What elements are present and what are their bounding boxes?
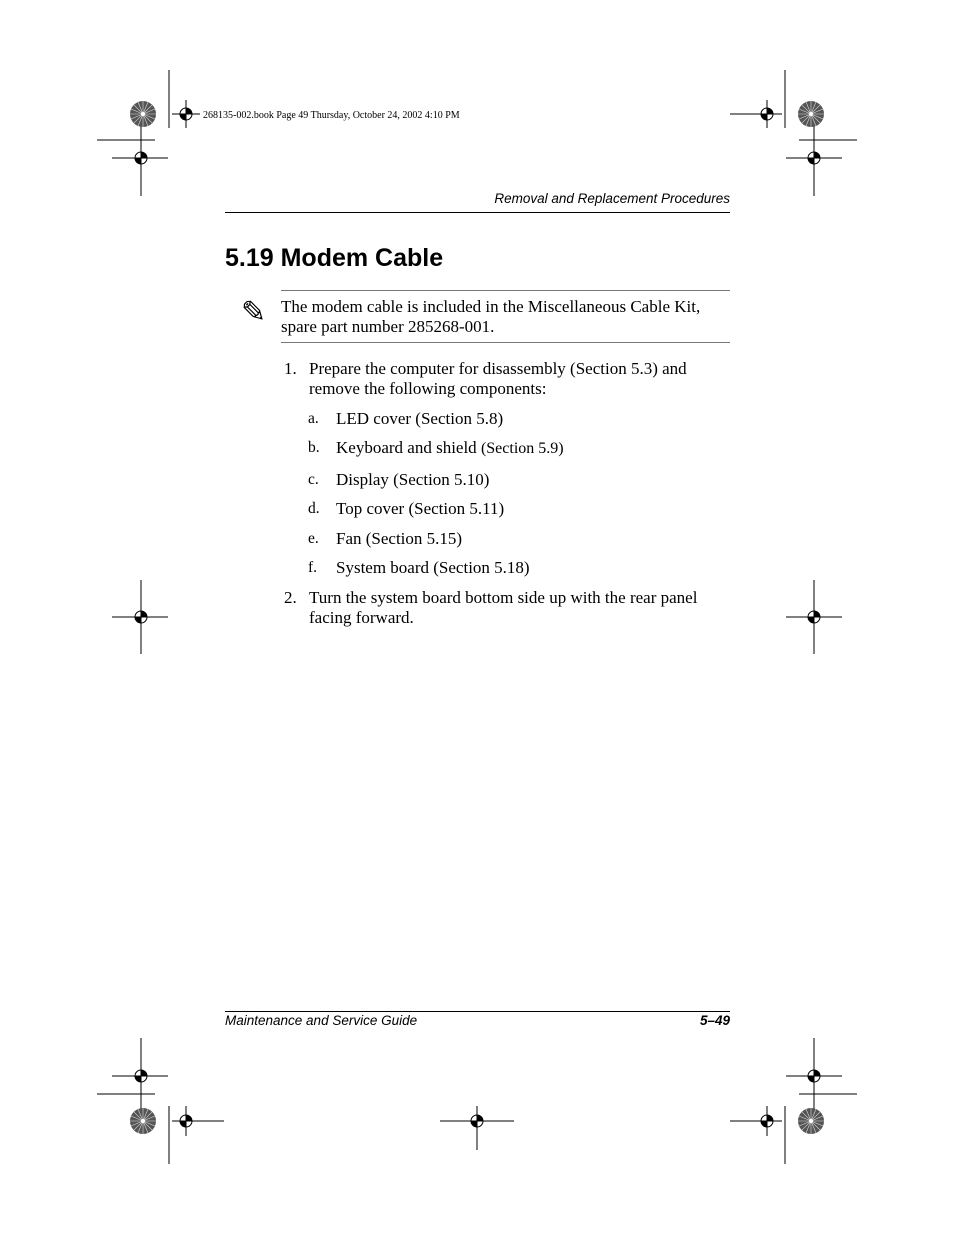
substep-text: Fan (Section 5.15): [336, 529, 463, 548]
substep-text: Display (Section 5.10): [336, 470, 490, 489]
print-slug: 268135-002.book Page 49 Thursday, October 24, 2002 4:10 PM: [203, 110, 460, 121]
substep-reference: (Section 5.9): [480, 440, 564, 457]
footer-guide-title: Maintenance and Service Guide: [225, 1013, 418, 1028]
substep-text: Keyboard and shield: [336, 438, 477, 457]
step-number: 2.: [284, 588, 297, 607]
substep-b: [308, 438, 564, 459]
substep-letter: a.: [308, 410, 319, 427]
step-1: [284, 359, 724, 399]
step-number: 1.: [284, 359, 297, 378]
substep-f: [308, 558, 530, 578]
running-head: Removal and Replacement Procedures: [494, 191, 730, 206]
section-title: 5.19 Modem Cable: [225, 244, 444, 272]
note-top-rule: [281, 290, 730, 291]
header-rule: [225, 212, 730, 213]
substep-a: [308, 409, 503, 429]
substep-letter: c.: [308, 471, 319, 488]
substep-letter: d.: [308, 500, 320, 517]
note-bottom-rule: [281, 342, 730, 343]
step-text: Prepare the computer for disassembly (Section 5.3) and remove the following components:: [309, 359, 687, 398]
page-number: 5–49: [699, 1013, 730, 1028]
substep-text: LED cover (Section 5.8): [336, 409, 504, 428]
footer-rule: [225, 1011, 730, 1012]
substep-e: [308, 529, 462, 549]
substep-d: [308, 499, 504, 519]
substep-text: System board (Section 5.18): [336, 558, 530, 577]
substep-c: [308, 470, 489, 490]
substep-letter: e.: [308, 530, 319, 547]
substep-letter: b.: [308, 439, 320, 456]
pencil-note-icon: ✎: [241, 296, 267, 329]
substep-letter: f.: [308, 559, 318, 576]
note-text: The modem cable is included in the Miscellaneous Cable Kit, spare part number 285268-001.: [281, 297, 701, 336]
step-2: [284, 588, 724, 628]
substep-text: Top cover (Section 5.11): [336, 499, 505, 518]
step-text: Turn the system board bottom side up with the rear panel facing forward.: [309, 588, 698, 627]
